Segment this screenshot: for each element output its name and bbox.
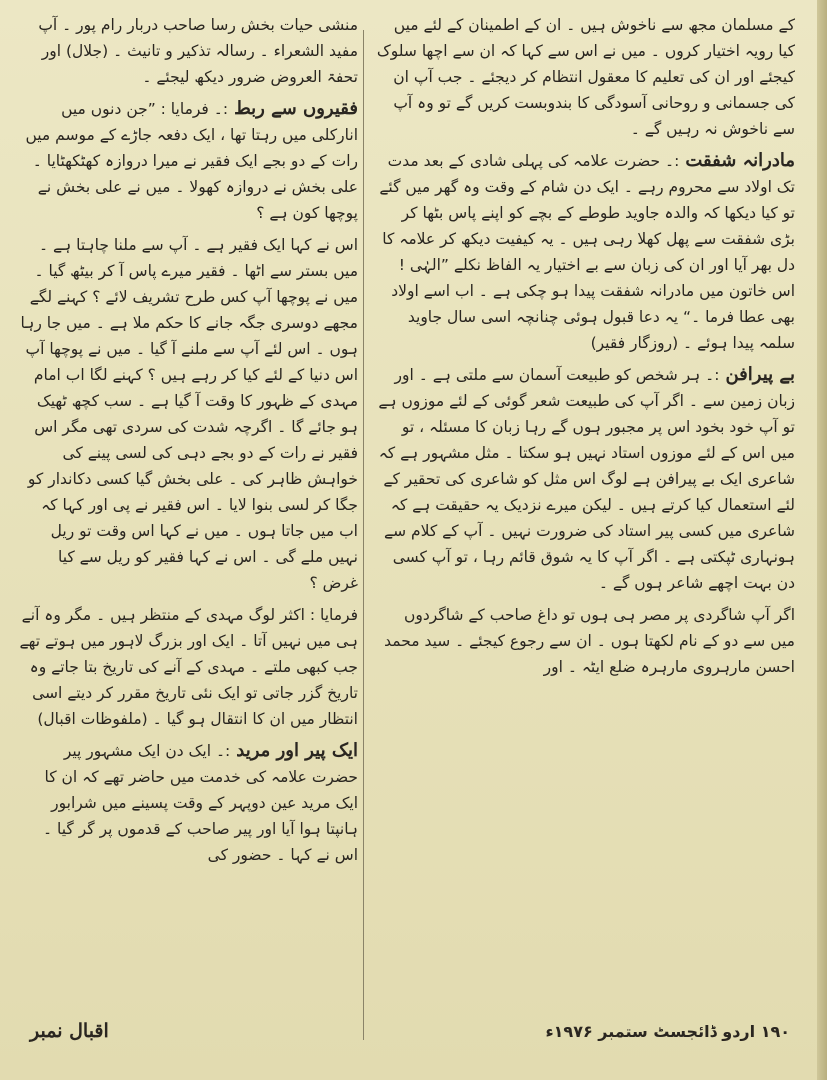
paragraph: اگر آپ شاگردی پر مصر ہی ہوں تو داغ صاحب کے شاگردوں میں سے دو کے نام لکھتا ہوں ۔ ان سے رجوع کیجئے ۔ سید محمد احسن مارہروی مارہرہ ضلع ایٹہ ۔ اور bbox=[384, 606, 795, 676]
paragraph: فرمایا : اکثر لوگ مہدی کے منتظر ہیں ۔ مگر وہ آنے ہی میں نہیں آتا ۔ ایک اور بزرگ لاہور میں ہوتے تھے جب کبھی ملتے ۔ مہدی کے آنے کی تاریخ بتا جاتے وہ تاریخ گزر جاتی تو ایک نئی تاریخ مقرر کر دیتے اسی انتظار میں ان کا انتقال ہو گیا ۔ (ملفوظات اقبال) bbox=[19, 606, 358, 728]
section-heading: بے پیرافن bbox=[725, 364, 795, 385]
paragraph: اس نے کہا ایک فقیر ہے ۔ آپ سے ملنا چاہتا ہے ۔ میں بستر سے اٹھا ۔ فقیر میرے پاس آ کر بیٹھ گیا ۔ میں نے پوچھا آپ کس طرح تشریف لائے ؟ کہنے لگے مجھے دوسری جگہ جانے کا حکم ملا ہے ۔ میں جا رہا ہوں ۔ اس لئے آپ سے ملنے آ گیا ۔ میں نے پوچھا آپ اس دنیا کے لئے کیا کر رہے ہیں ؟ کہنے لگا اب امام مہدی کے ظہور کا وقت آ گیا ہے ۔ سب کچھ ٹھیک ہو جائے گا ۔ اگرچہ شدت کی سردی تھی مگر اس فقیر نے رات کے دو بجے دہی کی لسی پینے کی خواہش ظاہر کی ۔ علی بخش گیا کسی دکاندار کو جگا کر لسی بنوا لایا ۔ اس فقیر نے پی اور کہا کہ اب میں جاتا ہوں ۔ میں نے کہا اس وقت تو ریل نہیں ملے گی ۔ اس نے کہا فقیر کو ریل سے کیا غرض ؟ bbox=[20, 236, 358, 592]
paragraph bbox=[18, 738, 358, 868]
paragraph: کے مسلمان مجھ سے ناخوش ہیں ۔ ان کے اطمینان کے لئے میں کیا رویہ اختیار کروں ۔ میں نے اس سے کہا کہ ان سے اچھا سلوک کیجئے اور ان کی تعلیم کا معقول انتظام کر دیجئے ۔ جب آپ ان کی جسمانی و روحانی آسودگی کا بندوبست کریں گے تو وہ آپ سے ناخوش نہ رہیں گے ۔ bbox=[376, 16, 795, 138]
page-edge bbox=[817, 0, 827, 1080]
paragraph-text: :۔ فرمایا : ”جن دنوں میں انارکلی میں رہتا تھا ، ایک دفعہ جاڑے کے موسم میں رات کے دو بجے ایک فقیر نے میرا دروازہ کھٹکھٹایا ۔ علی بخش نے دروازہ کھولا ۔ میں نے علی بخش نے پوچھا کون ہے ؟ bbox=[25, 100, 358, 222]
section-heading: مادرانہ شفقت bbox=[685, 150, 795, 171]
right-column bbox=[375, 12, 795, 686]
paragraph-text: :۔ حضرت علامہ کی پہلی شادی کے بعد مدت تک اولاد سے محروم رہے ۔ ایک دن شام کے وقت وہ گھر میں گئے تو کیا دیکھا کہ والدہ جاوید طوطے کے بچے کو اپنے پاس بٹھا کر بڑی شفقت سے پھل کھلا رہی ہیں ۔ یہ کیفیت دیکھ کر علامہ کا دل بھر آیا اور ان کی زبان سے بے اختیار یہ الفاظ نکلے ”الہٰی ! اس خاتون میں مادرانہ شفقت پیدا ہو چکی ہے ۔ اب اسے اولاد بھی عطا فرما ۔“ یہ دعا قبول ہوئی چنانچہ اسی سال جاوید سلمہ پیدا ہوئے ۔ (روزگار فقیر) bbox=[379, 152, 795, 352]
section-heading: ایک پیر اور مرید bbox=[236, 740, 358, 761]
paragraph-text: :۔ ایک دن ایک مشہور پیر حضرت علامہ کی خدمت میں حاضر تھے کہ ان کا ایک مرید عین دوپہر کے وقت پسینے میں شرابور ہانپتا ہوا آیا اور پیر صاحب کے قدموں پر گر گیا ۔ اس نے کہا ۔ حضور کی bbox=[43, 742, 358, 864]
section-heading: فقیروں سے ربط bbox=[234, 98, 358, 119]
paragraph-text: :۔ ہر شخص کو طبیعت آسمان سے ملتی ہے ۔ اور زبان زمین سے ۔ اگر آپ کی طبیعت شعر گوئی کے لئے موزوں ہے تو آپ خود بخود اس پر مجبور ہوں گے رہا زبان کا مسئلہ ، تو میں اس کے لئے موزوں استاد نہیں ہو سکتا ۔ مثل مشہور ہے کہ شاعری ایک بے پیرافن ہے لوگ اس مثل کو شاعری کی تحقیر کے لئے استعمال کیا کرتے ہیں ۔ لیکن میرے نزدیک یہ حقیقت ہے کہ شاعری میں کسی پیر استاد کی ضرورت نہیں ۔ آپ کے کلام سے ہونہاری ٹپکتی ہے ۔ اگر آپ کا یہ شوق قائم رہا ، تو آپ کسی دن بہت اچھے شاعر ہوں گے ۔ bbox=[378, 366, 795, 592]
paragraph bbox=[375, 362, 795, 596]
left-column bbox=[18, 12, 358, 874]
paragraph bbox=[18, 96, 358, 226]
column-divider bbox=[363, 30, 364, 1040]
paragraph bbox=[375, 148, 795, 356]
issue-label: اقبال نمبر bbox=[30, 1020, 109, 1042]
page-footer-info: ۱۹۰ اردو ڈائجسٹ ستمبر ۱۹۷۶ء bbox=[545, 1022, 790, 1041]
paragraph: منشی حیات بخش رسا صاحب دربار رام پور ۔ آپ مفید الشعراء ۔ رسالہ تذکیر و تانیث ۔ (جلال) اور تحفۃ العروض ضرور دیکھ لیجئے ۔ bbox=[38, 16, 358, 86]
